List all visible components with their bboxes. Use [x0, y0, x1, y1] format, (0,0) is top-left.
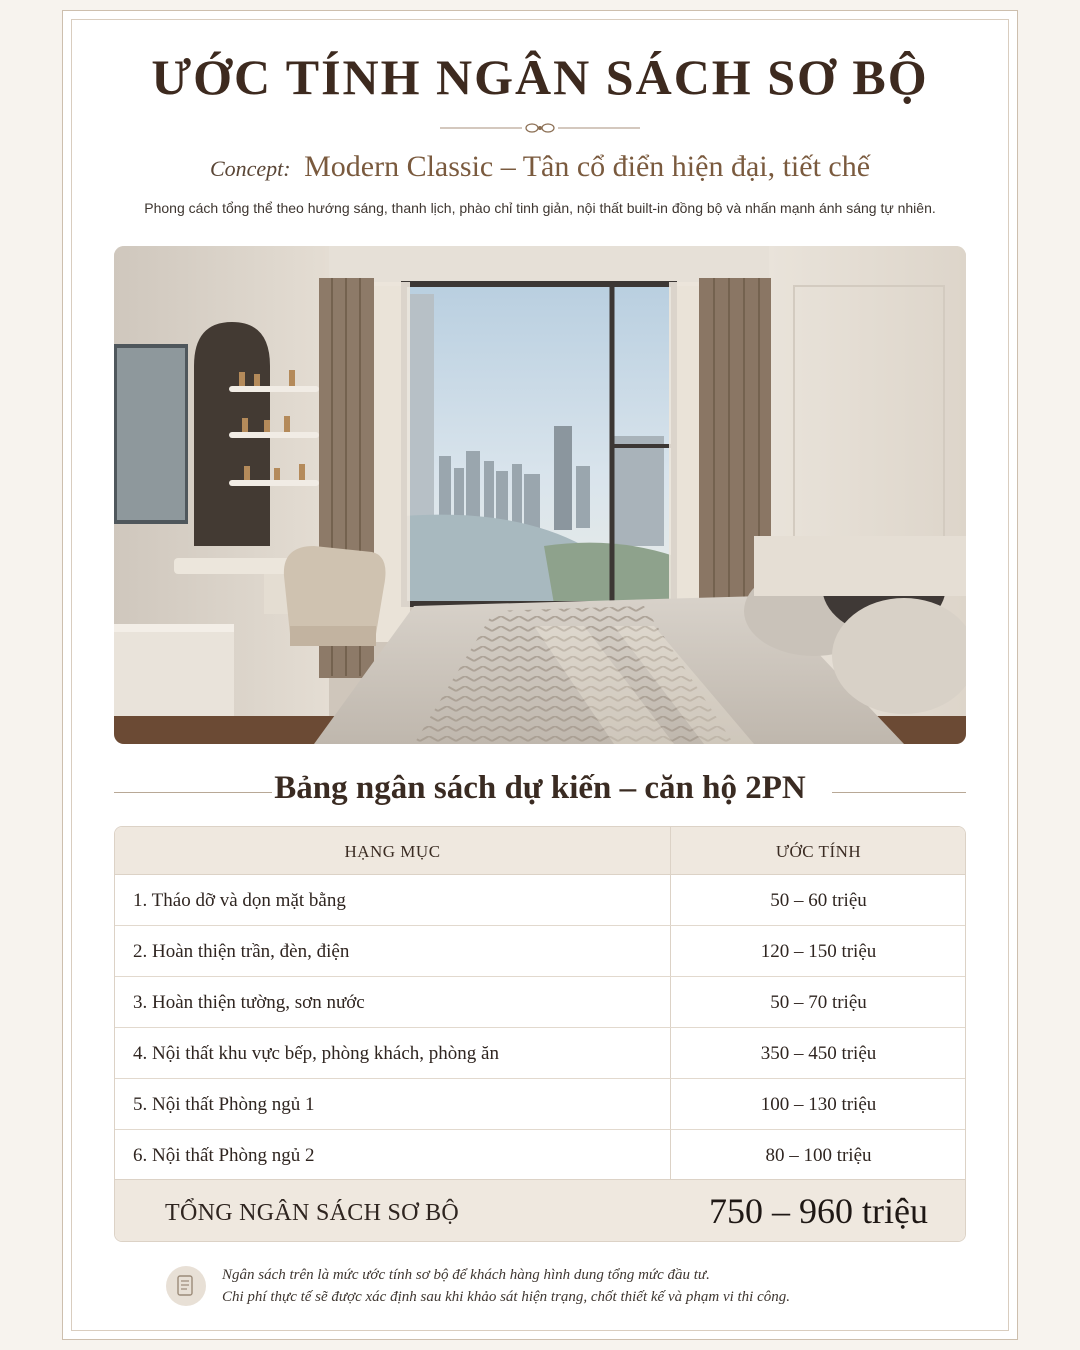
row-estimate: 50 – 60 triệu — [770, 890, 867, 911]
table-row — [115, 1028, 966, 1079]
bedroom-interior-photo — [114, 246, 966, 744]
table-row — [115, 926, 966, 977]
concept-line — [0, 150, 1080, 184]
concept-name: Modern Classic – Tân cổ điển hiện đại, tiết chế — [304, 150, 871, 183]
table-row — [115, 1130, 966, 1180]
bedroom-illustration — [114, 246, 966, 744]
total-label: TỔNG NGÂN SÁCH SƠ BỘ — [165, 1200, 460, 1226]
column-header-item: HẠNG MỤC — [344, 842, 441, 861]
ornament-divider-icon — [440, 120, 640, 136]
frame-corner — [1000, 1322, 1018, 1340]
row-item: 2. Hoàn thiện trần, đèn, điện — [133, 941, 350, 962]
table-row — [115, 977, 966, 1028]
table-row — [115, 1079, 966, 1130]
document-scroll-icon — [166, 1266, 206, 1306]
concept-description: Phong cách tổng thể theo hướng sáng, thanh lịch, phào chỉ tinh giản, nội thất built-in đồng bộ và nhấn mạnh ánh sáng tự nhiên. — [144, 200, 936, 216]
total-value: 750 – 960 triệu — [709, 1191, 928, 1231]
frame-corner — [62, 1322, 80, 1340]
table-row — [115, 875, 966, 926]
section-divider-right — [832, 792, 966, 793]
budget-table — [114, 826, 966, 1242]
row-estimate: 350 – 450 triệu — [760, 1043, 877, 1064]
row-item: 1. Tháo dỡ và dọn mặt bằng — [133, 890, 346, 911]
row-item: 4. Nội thất khu vực bếp, phòng khách, phòng ăn — [133, 1043, 499, 1064]
row-item: 6. Nội thất Phòng ngủ 2 — [133, 1145, 315, 1166]
budget-section-title: Bảng ngân sách dự kiến – căn hộ 2PN — [274, 770, 806, 806]
row-item: 3. Hoàn thiện tường, sơn nước — [133, 992, 365, 1013]
disclaimer-line-2: Chi phí thực tế sẽ được xác định sau khi khảo sát hiện trạng, chốt thiết kế và phạm vi thi công. — [222, 1289, 791, 1305]
disclaimer-note — [222, 1264, 942, 1308]
row-estimate: 120 – 150 triệu — [760, 941, 877, 962]
column-header-estimate: ƯỚC TÍNH — [775, 842, 862, 861]
row-item: 5. Nội thất Phòng ngủ 1 — [133, 1094, 315, 1115]
frame-corner — [62, 10, 80, 28]
concept-lead: Concept: — [209, 156, 291, 181]
table-total-row — [115, 1180, 966, 1242]
frame-corner — [1000, 10, 1018, 28]
table-header — [115, 827, 966, 875]
row-estimate: 80 – 100 triệu — [765, 1145, 872, 1166]
row-estimate: 50 – 70 triệu — [770, 992, 867, 1013]
disclaimer-line-1: Ngân sách trên là mức ước tính sơ bộ để khách hàng hình dung tổng mức đầu tư. — [222, 1267, 710, 1283]
page-title: ƯỚC TÍNH NGÂN SÁCH SƠ BỘ — [151, 49, 929, 105]
row-estimate: 100 – 130 triệu — [760, 1094, 877, 1115]
